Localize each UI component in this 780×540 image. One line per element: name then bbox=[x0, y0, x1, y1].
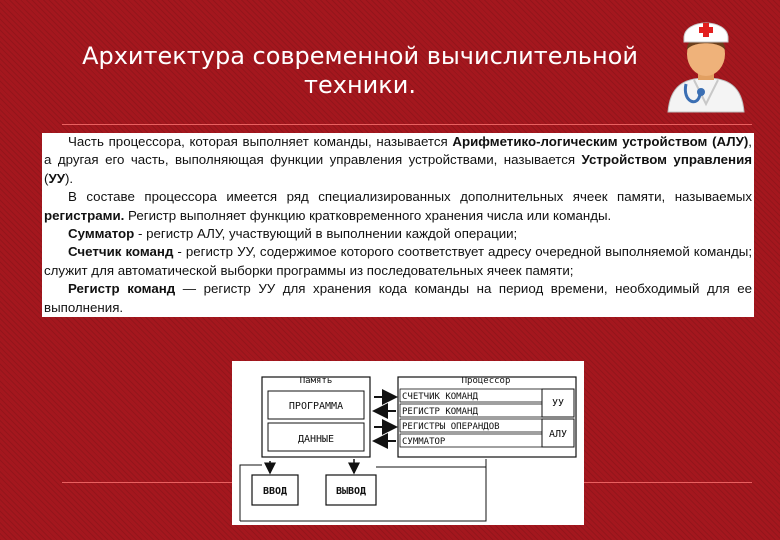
data-label: ДАННЫЕ bbox=[297, 434, 335, 445]
output-label: ВЫВОД bbox=[335, 486, 367, 497]
text-run: , а другая его часть, выполняющая функции управления устройствами, называется bbox=[44, 134, 752, 168]
uu-label: УУ bbox=[551, 398, 565, 409]
bold-term: Счетчик команд bbox=[68, 244, 174, 260]
bold-term: Устройством управления bbox=[581, 152, 753, 168]
bold-term: Арифметико-логическим устройством (АЛУ) bbox=[452, 134, 749, 149]
processor-label: Процессор bbox=[461, 376, 511, 386]
paragraph bbox=[44, 243, 752, 280]
slide-title bbox=[40, 42, 680, 100]
architecture-diagram bbox=[232, 361, 584, 525]
bold-term: Регистр команд bbox=[68, 281, 176, 297]
bold-term: регистрами. bbox=[44, 207, 125, 223]
paragraph bbox=[44, 133, 752, 188]
register-label-3: РЕГИСТРЫ ОПЕРАНДОВ bbox=[402, 422, 500, 432]
register-label-2: РЕГИСТР КОМАНД bbox=[402, 407, 478, 417]
bold-term: Сумматор bbox=[68, 226, 135, 242]
text-run: - регистр АЛУ, участвующий в выполнении каждой операции; bbox=[134, 226, 518, 242]
bold-term: УУ bbox=[48, 170, 65, 186]
doctor-icon bbox=[664, 14, 748, 114]
diagram-connector-left bbox=[240, 465, 262, 521]
paragraph bbox=[44, 188, 752, 225]
program-label: ПРОГРАММА bbox=[288, 401, 344, 412]
title-line-1: Архитектура современной вычислительной bbox=[82, 42, 638, 70]
text-run: - регистр УУ, содержимое которого соответствует адресу очередной выполняемой команды; служит для автоматической выборки программы из последовательных ячеек памяти; bbox=[44, 244, 753, 278]
text-run: Регистр выполняет функцию кратковременного хранения числа или команды. bbox=[124, 207, 612, 223]
text-run: ). bbox=[64, 170, 74, 186]
register-label-1: СЧЕТЧИК КОМАНД bbox=[402, 392, 478, 402]
paragraph bbox=[44, 225, 752, 243]
register-label-4: СУММАТОР bbox=[402, 437, 446, 447]
text-run: В составе процессора имеется ряд специализированных дополнительных ячеек памяти, называемых bbox=[68, 189, 752, 205]
memory-box bbox=[262, 377, 370, 457]
text-run: Часть процессора, которая выполняет команды, называется bbox=[68, 134, 453, 149]
text-run: ( bbox=[44, 170, 49, 186]
bottom-divider-line-left bbox=[62, 482, 234, 483]
alu-label: АЛУ bbox=[548, 429, 568, 440]
title-line-2: техники. bbox=[304, 71, 416, 99]
memory-label: Память bbox=[299, 376, 333, 386]
body-text bbox=[42, 133, 754, 317]
bottom-divider-line-right bbox=[584, 482, 752, 483]
text-run: — регистр УУ для хранения кода команды на период времени, необходимый для ее выполнения. bbox=[44, 281, 752, 315]
top-divider-line bbox=[62, 124, 752, 125]
input-label: ВВОД bbox=[262, 486, 288, 497]
paragraph bbox=[44, 280, 752, 317]
